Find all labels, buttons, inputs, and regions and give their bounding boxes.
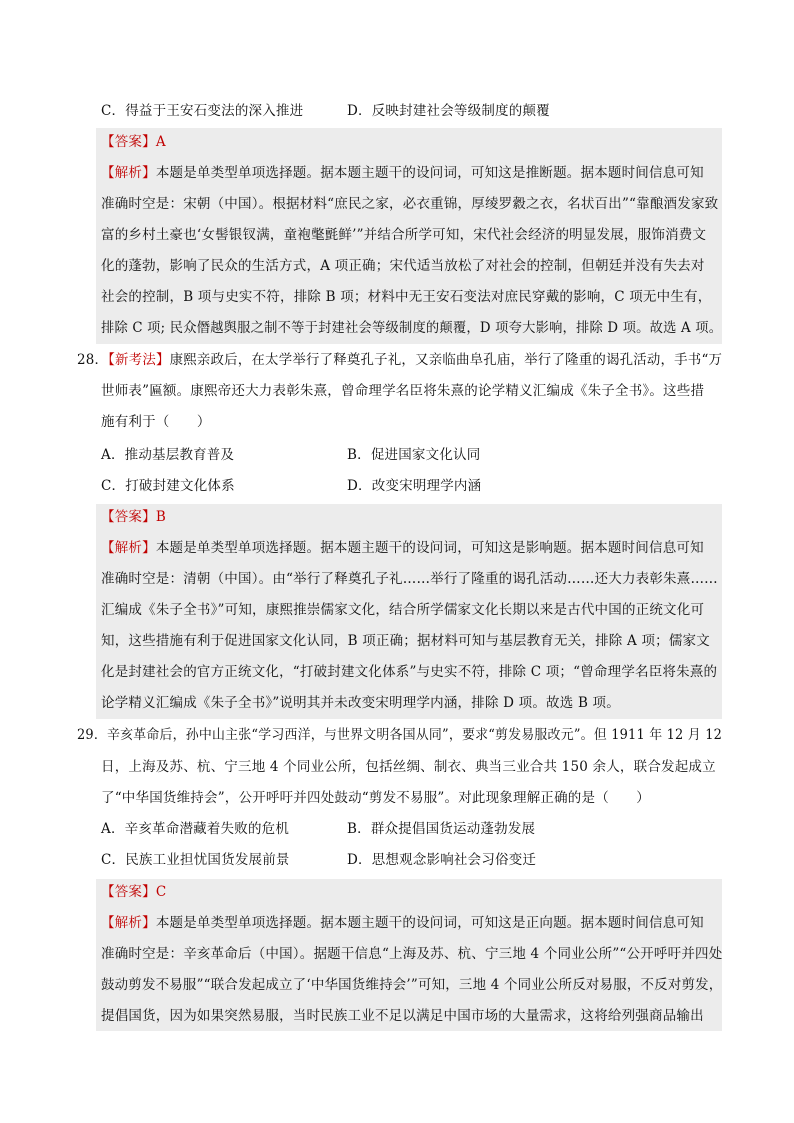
q29-option-d: D．思想观念影响社会习俗变迁 (347, 852, 537, 868)
answer-tag: 【答案】 (101, 884, 156, 900)
q27-analysis-line: 排除 C 项; 民众僭越舆服之制不等于封建社会等级制度的颠覆，D 项夸大影响，排除 D 项。故选 A 项。 (101, 320, 723, 336)
analysis-tag: 【解析】 (101, 915, 156, 931)
question-number: 28． (77, 352, 109, 368)
q29-option-b: B．群众提倡国货运动蓬勃发展 (347, 821, 536, 837)
q28-option-a: A．推动基层教育普及 (101, 447, 235, 463)
q28-stem-line: 世师表”匾额。康熙帝还大力表彰朱熹，曾命理学名臣将朱熹的论学精义汇编成《朱子全书》。这些措 (101, 383, 705, 399)
q28-analysis-line: 【解析】本题是单类型单项选择题。据本题主题干的设问词，可知这是影响题。据本题时间信息可知 (101, 540, 704, 556)
q27-analysis-line: 【解析】本题是单类型单项选择题。据本题主题干的设问词，可知这是推断题。据本题时间信息可知 (101, 165, 704, 181)
q28-stem-line: 28．【新考法】康熙亲政后，在太学举行了释奠孔子礼，又亲临曲阜孔庙，举行了隆重的谒孔活动，手书“万 (77, 352, 723, 368)
q27-answer (101, 132, 166, 152)
q29-stem-line: 了“中华国货维持会”，公开呼吁并四处鼓动“剪发不易服”。对此现象理解正确的是（ ） (101, 790, 651, 806)
q29-stem-line: 29．辛亥革命后，孙中山主张“学习西洋，与世界文明各国从同”，要求“剪发易服改元”。但 1911 年 12 月 12 (77, 727, 723, 743)
q28-analysis-line: 准确时空是：清朝（中国）。由“举行了释奠孔子礼……举行了隆重的谒孔活动……还大力表彰朱熹…… (101, 571, 718, 587)
q29-stem-line: 日，上海及苏、杭、宁三地 4 个同业公所，包括丝绸、制衣、典当三业合共 150 余人，联合发起成立 (101, 759, 716, 775)
answer-value: C (155, 884, 167, 900)
answer-tag: 【答案】 (101, 509, 156, 525)
answer-value: A (155, 134, 166, 150)
q27-analysis-line: 富的乡村土豪也‘女髻银钗满，童袍氅氈鲜’”并结合所学可知，宋代社会经济的明显发展，服饰消费文 (101, 227, 707, 243)
q27-option-c: C．得益于王安石变法的深入推进 (101, 103, 304, 119)
q28-analysis-line: 汇编成《朱子全书》”可知，康熙推崇儒家文化，结合所学儒家文化长期以来是古代中国的正统文化可 (101, 602, 705, 618)
question-number: 29． (77, 727, 107, 743)
q29-analysis-line: 鼓动剪发不易服”“联合发起成立了‘中华国货维持会’”可知，三地 4 个同业公所反对易服，不反对剪发， (101, 977, 723, 993)
q27-analysis-line: 社会的控制，B 项与史实不符，排除 B 项；材料中无王安石变法对庶民穿戴的影响，C 项无中生有， (101, 289, 712, 305)
q29-answer (101, 882, 166, 902)
q29-analysis-line: 准确时空是：辛亥革命后（中国）。据题干信息“上海及苏、杭、宁三地 4 个同业公所”“公开呼吁并四处 (101, 946, 723, 962)
analysis-tag: 【解析】 (101, 165, 156, 181)
q29-analysis-line: 【解析】本题是单类型单项选择题。据本题主题干的设问词，可知这是正向题。据本题时间信息可知 (101, 915, 704, 931)
q27-analysis-line: 化的蓬勃，影响了民众的生活方式，A 项正确；宋代适当放松了对社会的控制，但朝廷并没有失去对 (101, 258, 705, 274)
q28-analysis-line: 论学精义汇编成《朱子全书》”说明其并未改变宋明理学内涵，排除 D 项。故选 B 项。 (101, 695, 620, 711)
answer-value: B (155, 509, 166, 525)
q29-analysis-line: 提倡国货，因为如果突然易服，当时民族工业不足以满足中国市场的大量需求，这将给列强商品输出 (101, 1008, 704, 1024)
analysis-tag: 【解析】 (101, 540, 156, 556)
q28-option-b: B．促进国家文化认同 (347, 447, 481, 463)
q27-analysis-line: 准确时空是：宋朝（中国）。根据材料“庶民之家，必衣重锦，厚绫罗縠之衣，名状百出”“靠酿酒发家致 (101, 196, 719, 212)
q29-option-c: C．民族工业担忧国货发展前景 (101, 852, 290, 868)
q28-stem-line: 施有利于（ ） (101, 414, 211, 430)
new-method-tag: 【新考法】 (108, 352, 170, 368)
q28-analysis-line: 知，这些措施有利于促进国家文化认同，B 项正确；据材料可知与基层教育无关，排除 A 项；儒家文 (101, 633, 710, 649)
answer-tag: 【答案】 (101, 134, 156, 150)
q28-option-c: C．打破封建文化体系 (101, 478, 235, 494)
q28-answer (101, 507, 166, 527)
q28-analysis-line: 化是封建社会的官方正统文化，“打破封建文化体系”与史实不符，排除 C 项；“曾命理学名臣将朱熹的 (101, 664, 718, 680)
q29-option-a: A．辛亥革命潜藏着失败的危机 (101, 821, 290, 837)
q28-option-d: D．改变宋明理学内涵 (347, 478, 482, 494)
q27-option-d: D．反映封建社会等级制度的颠覆 (347, 103, 550, 119)
